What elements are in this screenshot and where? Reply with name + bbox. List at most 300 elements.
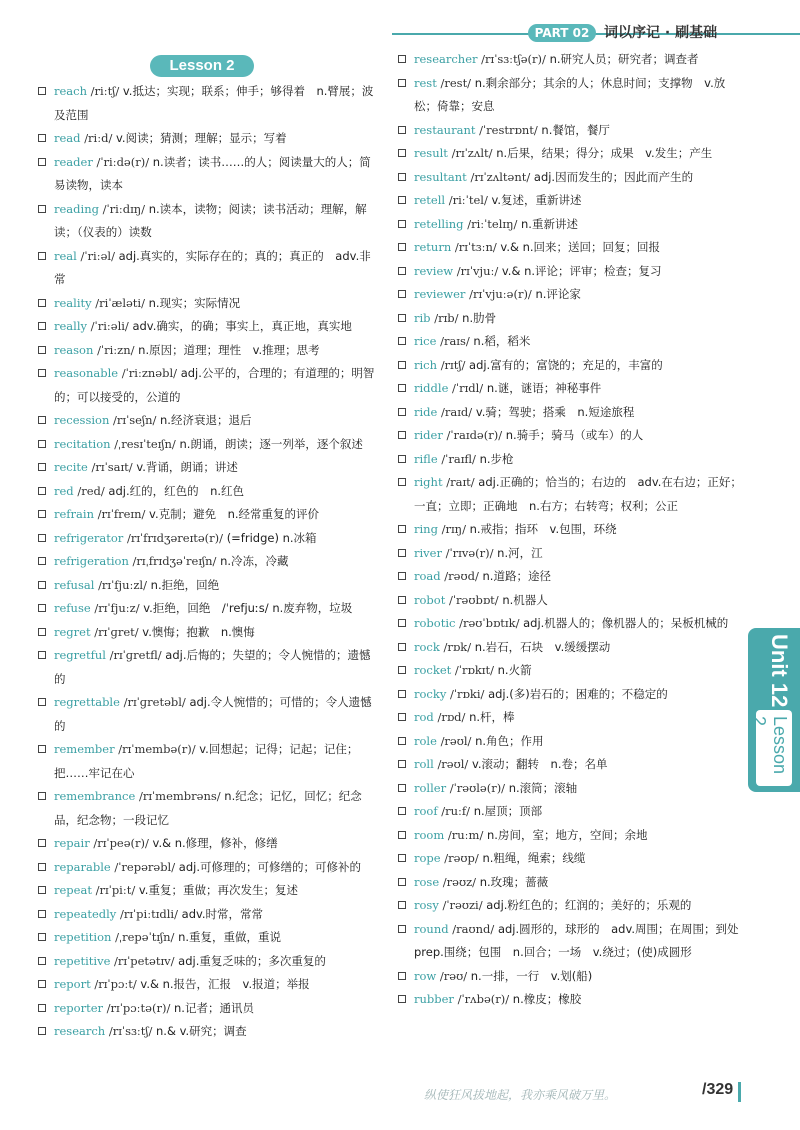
- vocab-phonetic: /rɪˈfjuːzl/: [98, 577, 147, 592]
- vocab-definition: adj.令人惋惜的；可惜的；令人遗憾的: [54, 695, 372, 733]
- vocab-definition: adj.因而发生的；因此而产生的: [533, 169, 694, 184]
- checkbox-icon[interactable]: [38, 863, 46, 871]
- checkbox-icon[interactable]: [38, 87, 46, 95]
- vocab-phonetic: /ˈrɪvə(r)/: [445, 545, 494, 560]
- vocab-entry: [38, 856, 380, 880]
- vocab-definition: n.橡皮；橡胶: [512, 992, 582, 1006]
- vocab-word: remember: [54, 742, 115, 756]
- checkbox-icon[interactable]: [38, 1027, 46, 1035]
- vocab-entry: [38, 1020, 380, 1044]
- vocab-phonetic: /rɪˈpiːtɪdli/: [119, 906, 178, 921]
- checkbox-icon[interactable]: [398, 478, 406, 486]
- vocab-definition: n.读者；读书……的人；阅读量大的人；简易读物，读本: [54, 154, 371, 192]
- vocab-phonetic: /rɪˈmembə(r)/: [118, 742, 196, 756]
- vocab-entry: [38, 456, 380, 480]
- vocab-entry: [398, 988, 746, 1012]
- vocab-word: reader: [54, 154, 93, 169]
- vocab-word: retelling: [414, 216, 464, 231]
- checkbox-icon[interactable]: [398, 878, 406, 886]
- checkbox-icon[interactable]: [398, 572, 406, 580]
- vocab-phonetic: /rɪˈvjuː/: [456, 263, 499, 278]
- vocab-word: retell: [414, 193, 446, 207]
- vocab-word: remembrance: [54, 789, 136, 803]
- vocab-definition: n.步枪: [479, 451, 514, 466]
- vocab-definition: adv.确实，的确；事实上，真正地，真实地: [132, 319, 352, 333]
- checkbox-icon[interactable]: [38, 581, 46, 589]
- vocab-entry: [398, 730, 746, 754]
- checkbox-icon[interactable]: [398, 243, 406, 251]
- checkbox-icon[interactable]: [398, 149, 406, 157]
- vocab-definition: n.角色；作用: [475, 733, 544, 748]
- vocab-definition: (=fridge) n.冰箱: [226, 530, 317, 545]
- vocab-word: report: [54, 977, 91, 991]
- vocab-phonetic: /rest/: [440, 75, 472, 90]
- vocab-phonetic: /rɪˈpetətɪv/: [114, 953, 175, 968]
- checkbox-icon[interactable]: [398, 995, 406, 1003]
- vocab-phonetic: /raɪs/: [440, 334, 470, 348]
- checkbox-icon[interactable]: [398, 972, 406, 980]
- vocab-word: review: [414, 263, 454, 278]
- footer-motto: 纵使狂风拔地起，我亦乘风破万里。: [424, 1088, 617, 1102]
- vocab-phonetic: /rɪˈfjuːz/: [94, 601, 140, 615]
- vocab-phonetic: /ˈriːəl/: [80, 248, 115, 263]
- vocab-word: roof: [414, 804, 438, 818]
- checkbox-icon[interactable]: [398, 173, 406, 181]
- vocab-word: rib: [414, 310, 431, 325]
- vocab-definition: n.道路；途径: [482, 569, 551, 583]
- vocab-word: round: [414, 921, 449, 936]
- checkbox-icon[interactable]: [398, 901, 406, 909]
- vocab-word: rock: [414, 639, 440, 654]
- vocab-definition: n.餐馆，餐厅: [541, 122, 610, 137]
- vocab-entry: [398, 260, 746, 284]
- vocab-definition: n.重新讲述: [521, 216, 578, 231]
- checkbox-icon[interactable]: [38, 205, 46, 213]
- vocab-definition: v.抵达；实现；联系；伸手；够得着 n.臂展；波及范围: [54, 84, 374, 122]
- vocab-entry: [398, 612, 746, 636]
- vocab-entry: [38, 245, 380, 292]
- vocab-definition: n.& v.研究；调查: [156, 1024, 247, 1038]
- vocab-definition: adj.粉红色的；红润的；美好的；乐观的: [486, 898, 692, 912]
- vocab-definition: v.复述，重新讲述: [491, 193, 582, 207]
- vocab-entry: [38, 480, 380, 504]
- vocab-phonetic: /riːtʃ/: [90, 84, 120, 98]
- vocab-entry: [398, 847, 746, 871]
- vocab-phonetic: /raɪd/: [441, 404, 473, 419]
- part-badge: PART 02: [528, 24, 596, 42]
- vocab-entry: [38, 621, 380, 645]
- vocab-definition: n.研究人员；研究者；调查者: [549, 52, 699, 66]
- vocab-phonetic: /rɒd/: [437, 710, 466, 724]
- vocab-definition: adv.时常，常常: [181, 906, 264, 921]
- vocab-phonetic: /rɪˈpɔːt/: [94, 977, 137, 991]
- vocab-entry: [398, 72, 746, 119]
- vocab-phonetic: /ˈrɒkɪt/: [454, 663, 494, 677]
- vocab-entry: [398, 777, 746, 801]
- vocab-word: refuse: [54, 601, 91, 615]
- checkbox-icon[interactable]: [38, 416, 46, 424]
- vocab-phonetic: /ˈrɪdl/: [452, 381, 484, 395]
- vocab-entry: [398, 589, 746, 613]
- vocab-entry: [398, 636, 746, 660]
- vocab-word: rope: [414, 851, 441, 865]
- vocab-definition: n.机器人: [502, 592, 548, 607]
- vocab-phonetic: /rɪˈzʌltənt/: [470, 169, 531, 184]
- checkbox-icon[interactable]: [398, 549, 406, 557]
- vocab-phonetic: /rɪˈɡret/: [94, 624, 139, 639]
- vocab-word: river: [414, 545, 442, 560]
- vocab-word: repetition: [54, 930, 112, 944]
- vocab-definition: n.读本，读物；阅读；读书活动；理解，解读；（仪表的）读数: [54, 201, 367, 239]
- vocab-word: rich: [414, 357, 438, 372]
- checkbox-icon[interactable]: [38, 510, 46, 518]
- checkbox-icon[interactable]: [38, 980, 46, 988]
- vocab-definition: n.玫瑰；蔷薇: [479, 874, 549, 889]
- vocab-word: recession: [54, 413, 110, 427]
- vocab-entry: [38, 503, 380, 527]
- vocab-phonetic: /rɪˈsaɪt/: [91, 460, 133, 474]
- checkbox-icon[interactable]: [398, 267, 406, 275]
- vocab-phonetic: /rəʊl/: [437, 757, 469, 771]
- checkbox-icon[interactable]: [38, 886, 46, 894]
- side-tab-unit: Unit 12: [767, 634, 792, 708]
- vocab-definition: v.克制；避免 n.经常重复的评价: [149, 507, 320, 521]
- vocab-definition: v.& n.报告，汇报 v.报道；举报: [140, 977, 310, 991]
- vocab-entry: [398, 354, 746, 378]
- vocab-phonetic: /rɪˈpiːt/: [95, 883, 136, 897]
- vocab-phonetic: /ˈriːznəbl/: [121, 366, 178, 380]
- vocab-phonetic: /ˈrəʊzi/: [442, 898, 483, 912]
- unit-side-tab: [748, 628, 800, 792]
- vocab-entry: [398, 424, 746, 448]
- vocab-entry: [38, 339, 380, 363]
- checkbox-icon[interactable]: [38, 792, 46, 800]
- vocab-phonetic: /ruːm/: [447, 827, 484, 842]
- vocab-entry: [38, 151, 380, 198]
- checkbox-icon[interactable]: [38, 910, 46, 918]
- vocab-entry: [398, 471, 746, 518]
- vocab-phonetic: /ˈrɒki/: [449, 686, 485, 701]
- checkbox-icon[interactable]: [398, 361, 406, 369]
- checkbox-icon[interactable]: [38, 346, 46, 354]
- vocab-entry: [398, 683, 746, 707]
- vocab-word: reach: [54, 84, 88, 98]
- checkbox-icon[interactable]: [398, 55, 406, 63]
- vocab-definition: n.粗绳，绳索；线缆: [482, 851, 586, 865]
- checkbox-icon[interactable]: [38, 322, 46, 330]
- checkbox-icon[interactable]: [398, 290, 406, 298]
- vocab-entry: [398, 753, 746, 777]
- vocab-definition: n.屋顶；顶部: [473, 804, 543, 818]
- vocab-word: restaurant: [414, 122, 476, 137]
- vocab-word: rest: [414, 75, 437, 90]
- checkbox-icon[interactable]: [38, 534, 46, 542]
- vocab-definition: n.纪念；记忆，回忆；纪念品，纪念物；一段记忆: [54, 789, 362, 827]
- checkbox-icon[interactable]: [398, 713, 406, 721]
- vocab-entry: [398, 448, 746, 472]
- checkbox-icon[interactable]: [38, 252, 46, 260]
- vocab-entry: [38, 127, 380, 151]
- vocab-entry: [398, 189, 746, 213]
- vocab-definition: v.& n.修理，修补，修缮: [152, 836, 278, 850]
- vocab-definition: adj.真实的，实际存在的；真的；真正的 adv.非常: [54, 248, 371, 286]
- checkbox-icon[interactable]: [38, 557, 46, 565]
- checkbox-icon[interactable]: [398, 760, 406, 768]
- checkbox-icon[interactable]: [398, 807, 406, 815]
- vocab-phonetic: /riːˈtelɪŋ/: [467, 216, 518, 231]
- vocab-definition: n.经济衰退；退后: [160, 413, 252, 427]
- vocab-definition: v.阅读；猜测；理解；显示；写着: [116, 131, 287, 145]
- checkbox-icon[interactable]: [398, 337, 406, 345]
- vocab-definition: v.骑；驾驶；搭乘 n.短途旅程: [475, 404, 635, 419]
- vocab-entry: [398, 565, 746, 589]
- vocab-word: really: [54, 319, 88, 333]
- vocab-entry: [398, 824, 746, 848]
- vocab-phonetic: /rɒk/: [443, 639, 472, 654]
- vocab-definition: adj.正确的；恰当的；右边的 adv.在右边；正好；一直；立即；正确地 n.右方；右转弯；权利；公正: [414, 475, 742, 513]
- checkbox-icon[interactable]: [398, 925, 406, 933]
- vocab-word: recitation: [54, 436, 111, 451]
- vocab-word: recite: [54, 460, 88, 474]
- checkbox-icon[interactable]: [398, 737, 406, 745]
- vocab-word: rocket: [414, 663, 452, 677]
- checkbox-icon[interactable]: [398, 220, 406, 228]
- vocab-word: rose: [414, 874, 440, 889]
- part-title: 词以序记 · 刷基础: [604, 25, 718, 41]
- vocab-phonetic: /rɪˈmembrəns/: [138, 789, 221, 803]
- vocab-word: refrigeration: [54, 554, 129, 568]
- vocab-entry: [398, 166, 746, 190]
- vocab-entry: [398, 283, 746, 307]
- vocab-word: read: [54, 131, 81, 145]
- vocab-entry: [38, 879, 380, 903]
- vocab-word: reporter: [54, 1000, 104, 1015]
- checkbox-icon[interactable]: [398, 455, 406, 463]
- checkbox-icon[interactable]: [398, 79, 406, 87]
- checkbox-icon[interactable]: [398, 643, 406, 651]
- vocab-word: rider: [414, 428, 443, 442]
- vocab-entry: [38, 362, 380, 409]
- vocab-phonetic: /ˈrʌbə(r)/: [457, 992, 510, 1006]
- vocab-definition: v.回想起；记得；记起；记住；把……牢记在心: [54, 742, 359, 780]
- vocab-word: repeatedly: [54, 906, 117, 921]
- vocab-word: regret: [54, 624, 91, 639]
- vocab-phonetic: /rɪˈpɔːtə(r)/: [106, 1000, 171, 1015]
- vocab-phonetic: /ˌresɪˈteɪʃn/: [114, 436, 176, 451]
- page-number-bar: [738, 1082, 741, 1102]
- vocab-word: refusal: [54, 577, 95, 592]
- checkbox-icon[interactable]: [398, 525, 406, 533]
- checkbox-icon[interactable]: [38, 369, 46, 377]
- vocab-definition: n.杆，棒: [469, 710, 515, 724]
- vocab-entry: [38, 198, 380, 245]
- vocab-entry: [398, 307, 746, 331]
- vocab-definition: n.后果，结果；得分；成果 v.发生；产生: [496, 146, 713, 160]
- side-tab-lesson: Lesson 2: [749, 716, 790, 775]
- checkbox-icon[interactable]: [398, 619, 406, 627]
- vocab-phonetic: /ˈriːəli/: [90, 319, 129, 333]
- vocab-entry: [38, 785, 380, 832]
- vocab-word: result: [414, 146, 448, 160]
- checkbox-icon[interactable]: [38, 440, 46, 448]
- vocab-word: reparable: [54, 859, 111, 874]
- vocab-entry: [398, 48, 746, 72]
- vocab-word: rice: [414, 334, 437, 348]
- vocab-entry: [38, 433, 380, 457]
- vocab-phonetic: /rɪˈɡretəbl/: [123, 695, 186, 709]
- vocab-phonetic: /ˈrepərəbl/: [114, 859, 176, 874]
- checkbox-icon[interactable]: [38, 463, 46, 471]
- vocab-entry: [38, 292, 380, 316]
- vocab-definition: v.& n.回来；送回；回复；回报: [500, 240, 661, 254]
- vocab-definition: n.河，江: [497, 545, 543, 560]
- checkbox-icon[interactable]: [398, 314, 406, 322]
- vocab-word: repetitive: [54, 953, 111, 968]
- left-word-column: [38, 80, 380, 1044]
- vocab-phonetic: /rəʊz/: [442, 874, 477, 889]
- vocab-word: refrain: [54, 507, 94, 521]
- vocab-entry: [398, 142, 746, 166]
- vocab-phonetic: /rɪtʃ/: [440, 357, 466, 372]
- vocab-definition: v.背诵，朗诵；讲述: [136, 460, 238, 474]
- vocab-word: resultant: [414, 169, 467, 184]
- vocab-word: robotic: [414, 616, 456, 630]
- vocab-definition: n.记者；通讯员: [174, 1000, 254, 1015]
- vocab-word: regretful: [54, 648, 106, 662]
- vocab-entry: [398, 894, 746, 918]
- checkbox-icon[interactable]: [38, 745, 46, 753]
- vocab-phonetic: /rɪˈpeə(r)/: [93, 836, 149, 850]
- checkbox-icon[interactable]: [38, 158, 46, 166]
- vocab-definition: n.骑手；骑马（或车）的人: [505, 428, 644, 442]
- checkbox-icon[interactable]: [38, 957, 46, 965]
- vocab-phonetic: /raʊnd/: [452, 921, 495, 936]
- vocab-word: reading: [54, 201, 99, 216]
- checkbox-icon[interactable]: [398, 854, 406, 862]
- vocab-word: rosy: [414, 898, 439, 912]
- vocab-entry: [398, 965, 746, 989]
- vocab-word: repair: [54, 836, 90, 850]
- checkbox-icon[interactable]: [398, 408, 406, 416]
- vocab-definition: adj.公平的，合理的；有道理的；明智的；可以接受的，公道的: [54, 366, 375, 404]
- vocab-definition: n.火箭: [497, 663, 532, 677]
- vocab-definition: v.懊悔；抱歉 n.懊悔: [142, 624, 255, 639]
- checkbox-icon[interactable]: [38, 134, 46, 142]
- vocab-entry: [398, 871, 746, 895]
- vocab-definition: n.岩石，石块 v.缓缓摆动: [474, 639, 611, 654]
- vocab-phonetic: /rəʊˈbɒtɪk/: [459, 616, 520, 630]
- checkbox-icon[interactable]: [38, 628, 46, 636]
- vocab-entry: [38, 315, 380, 339]
- vocab-phonetic: /ˈriːdɪŋ/: [102, 201, 146, 216]
- vocab-entry: [398, 800, 746, 824]
- vocab-phonetic: /ˈrəʊlə(r)/: [449, 780, 506, 795]
- vocab-phonetic: /rɪŋ/: [441, 522, 466, 536]
- vocab-definition: adj.富有的；富饶的；充足的，丰富的: [469, 357, 663, 372]
- checkbox-icon[interactable]: [38, 299, 46, 307]
- vocab-entry: [38, 832, 380, 856]
- vocab-word: ring: [414, 522, 438, 536]
- vocab-definition: n.拒绝，回绝: [150, 577, 220, 592]
- checkbox-icon[interactable]: [38, 698, 46, 706]
- vocab-definition: adj.机器人的；像机器人的；呆板机械的: [523, 616, 729, 630]
- vocab-entry: [398, 330, 746, 354]
- vocab-entry: [398, 518, 746, 542]
- vocab-phonetic: /ˈriːdə(r)/: [96, 154, 150, 169]
- checkbox-icon[interactable]: [398, 831, 406, 839]
- vocab-entry: [398, 119, 746, 143]
- vocab-word: robot: [414, 592, 446, 607]
- vocab-definition: n.一排，一行 v.划(船): [470, 968, 593, 983]
- checkbox-icon[interactable]: [398, 596, 406, 604]
- vocab-word: room: [414, 827, 445, 842]
- vocab-definition: n.剩余部分；其余的人；休息时间；支撑物 v.放松；倚靠；安息: [414, 75, 726, 113]
- checkbox-icon[interactable]: [38, 933, 46, 941]
- vocab-definition: n.评论家: [535, 287, 581, 301]
- checkbox-icon[interactable]: [398, 690, 406, 698]
- checkbox-icon[interactable]: [398, 784, 406, 792]
- vocab-phonetic: /rɪˈtɜːn/: [454, 240, 497, 254]
- vocab-definition: adj.可修理的；可修缮的；可修补的: [178, 859, 361, 874]
- right-word-column: [398, 48, 751, 1012]
- vocab-phonetic: /rɪˈsɜːtʃ/: [108, 1024, 153, 1038]
- vocab-word: reality: [54, 295, 92, 310]
- vocab-definition: n.原因；道理；理性 v.推理；思考: [138, 342, 320, 357]
- checkbox-icon[interactable]: [38, 1004, 46, 1012]
- vocab-definition: v.拒绝，回绝 /ˈrefjuːs/ n.废弃物，垃圾: [143, 601, 353, 615]
- checkbox-icon[interactable]: [398, 126, 406, 134]
- checkbox-icon[interactable]: [398, 196, 406, 204]
- header-rule: [392, 33, 800, 35]
- checkbox-icon[interactable]: [38, 839, 46, 847]
- vocab-definition: adj.后悔的；失望的；令人惋惜的；遗憾的: [54, 648, 371, 686]
- vocab-word: riddle: [414, 381, 449, 395]
- checkbox-icon[interactable]: [38, 651, 46, 659]
- vocab-word: refrigerator: [54, 530, 124, 545]
- vocab-word: road: [414, 569, 441, 583]
- vocab-entry: [38, 950, 380, 974]
- vocab-phonetic: /rəʊd/: [444, 569, 479, 583]
- page-number: /329: [702, 1081, 734, 1098]
- vocab-phonetic: /ˈraɪdə(r)/: [446, 428, 503, 442]
- vocab-word: repeat: [54, 883, 92, 897]
- vocab-definition: v.重复；重做；再次发生；复述: [138, 883, 298, 897]
- vocab-word: right: [414, 475, 443, 489]
- vocab-entry: [38, 550, 380, 574]
- vocab-entry: [38, 691, 380, 738]
- vocab-definition: n.冷冻，冷藏: [220, 554, 289, 568]
- vocab-word: real: [54, 248, 77, 263]
- vocab-phonetic: /rɪˈɡretfl/: [109, 648, 162, 662]
- checkbox-icon[interactable]: [398, 666, 406, 674]
- vocab-word: row: [414, 968, 437, 983]
- vocab-phonetic: /rəʊ/: [439, 968, 468, 983]
- checkbox-icon[interactable]: [398, 384, 406, 392]
- checkbox-icon[interactable]: [398, 431, 406, 439]
- checkbox-icon[interactable]: [38, 487, 46, 495]
- checkbox-icon[interactable]: [38, 604, 46, 612]
- vocab-definition: n.滚筒；滚轴: [508, 780, 578, 795]
- vocab-phonetic: /raɪt/: [446, 475, 475, 489]
- vocab-phonetic: /rɪˈseʃn/: [113, 413, 157, 427]
- vocab-phonetic: /rɪˈfrɪdʒəreɪtə(r)/: [126, 530, 224, 545]
- vocab-definition: n.现实；实际情况: [148, 295, 241, 310]
- vocab-entry: [38, 644, 380, 691]
- vocab-phonetic: /rɪˈfreɪn/: [97, 507, 146, 521]
- vocab-definition: n.朗诵，朗读；逐一列举，逐个叙述: [179, 436, 363, 451]
- vocab-entry: [398, 918, 751, 965]
- vocab-definition: n.稻，稻米: [473, 334, 531, 348]
